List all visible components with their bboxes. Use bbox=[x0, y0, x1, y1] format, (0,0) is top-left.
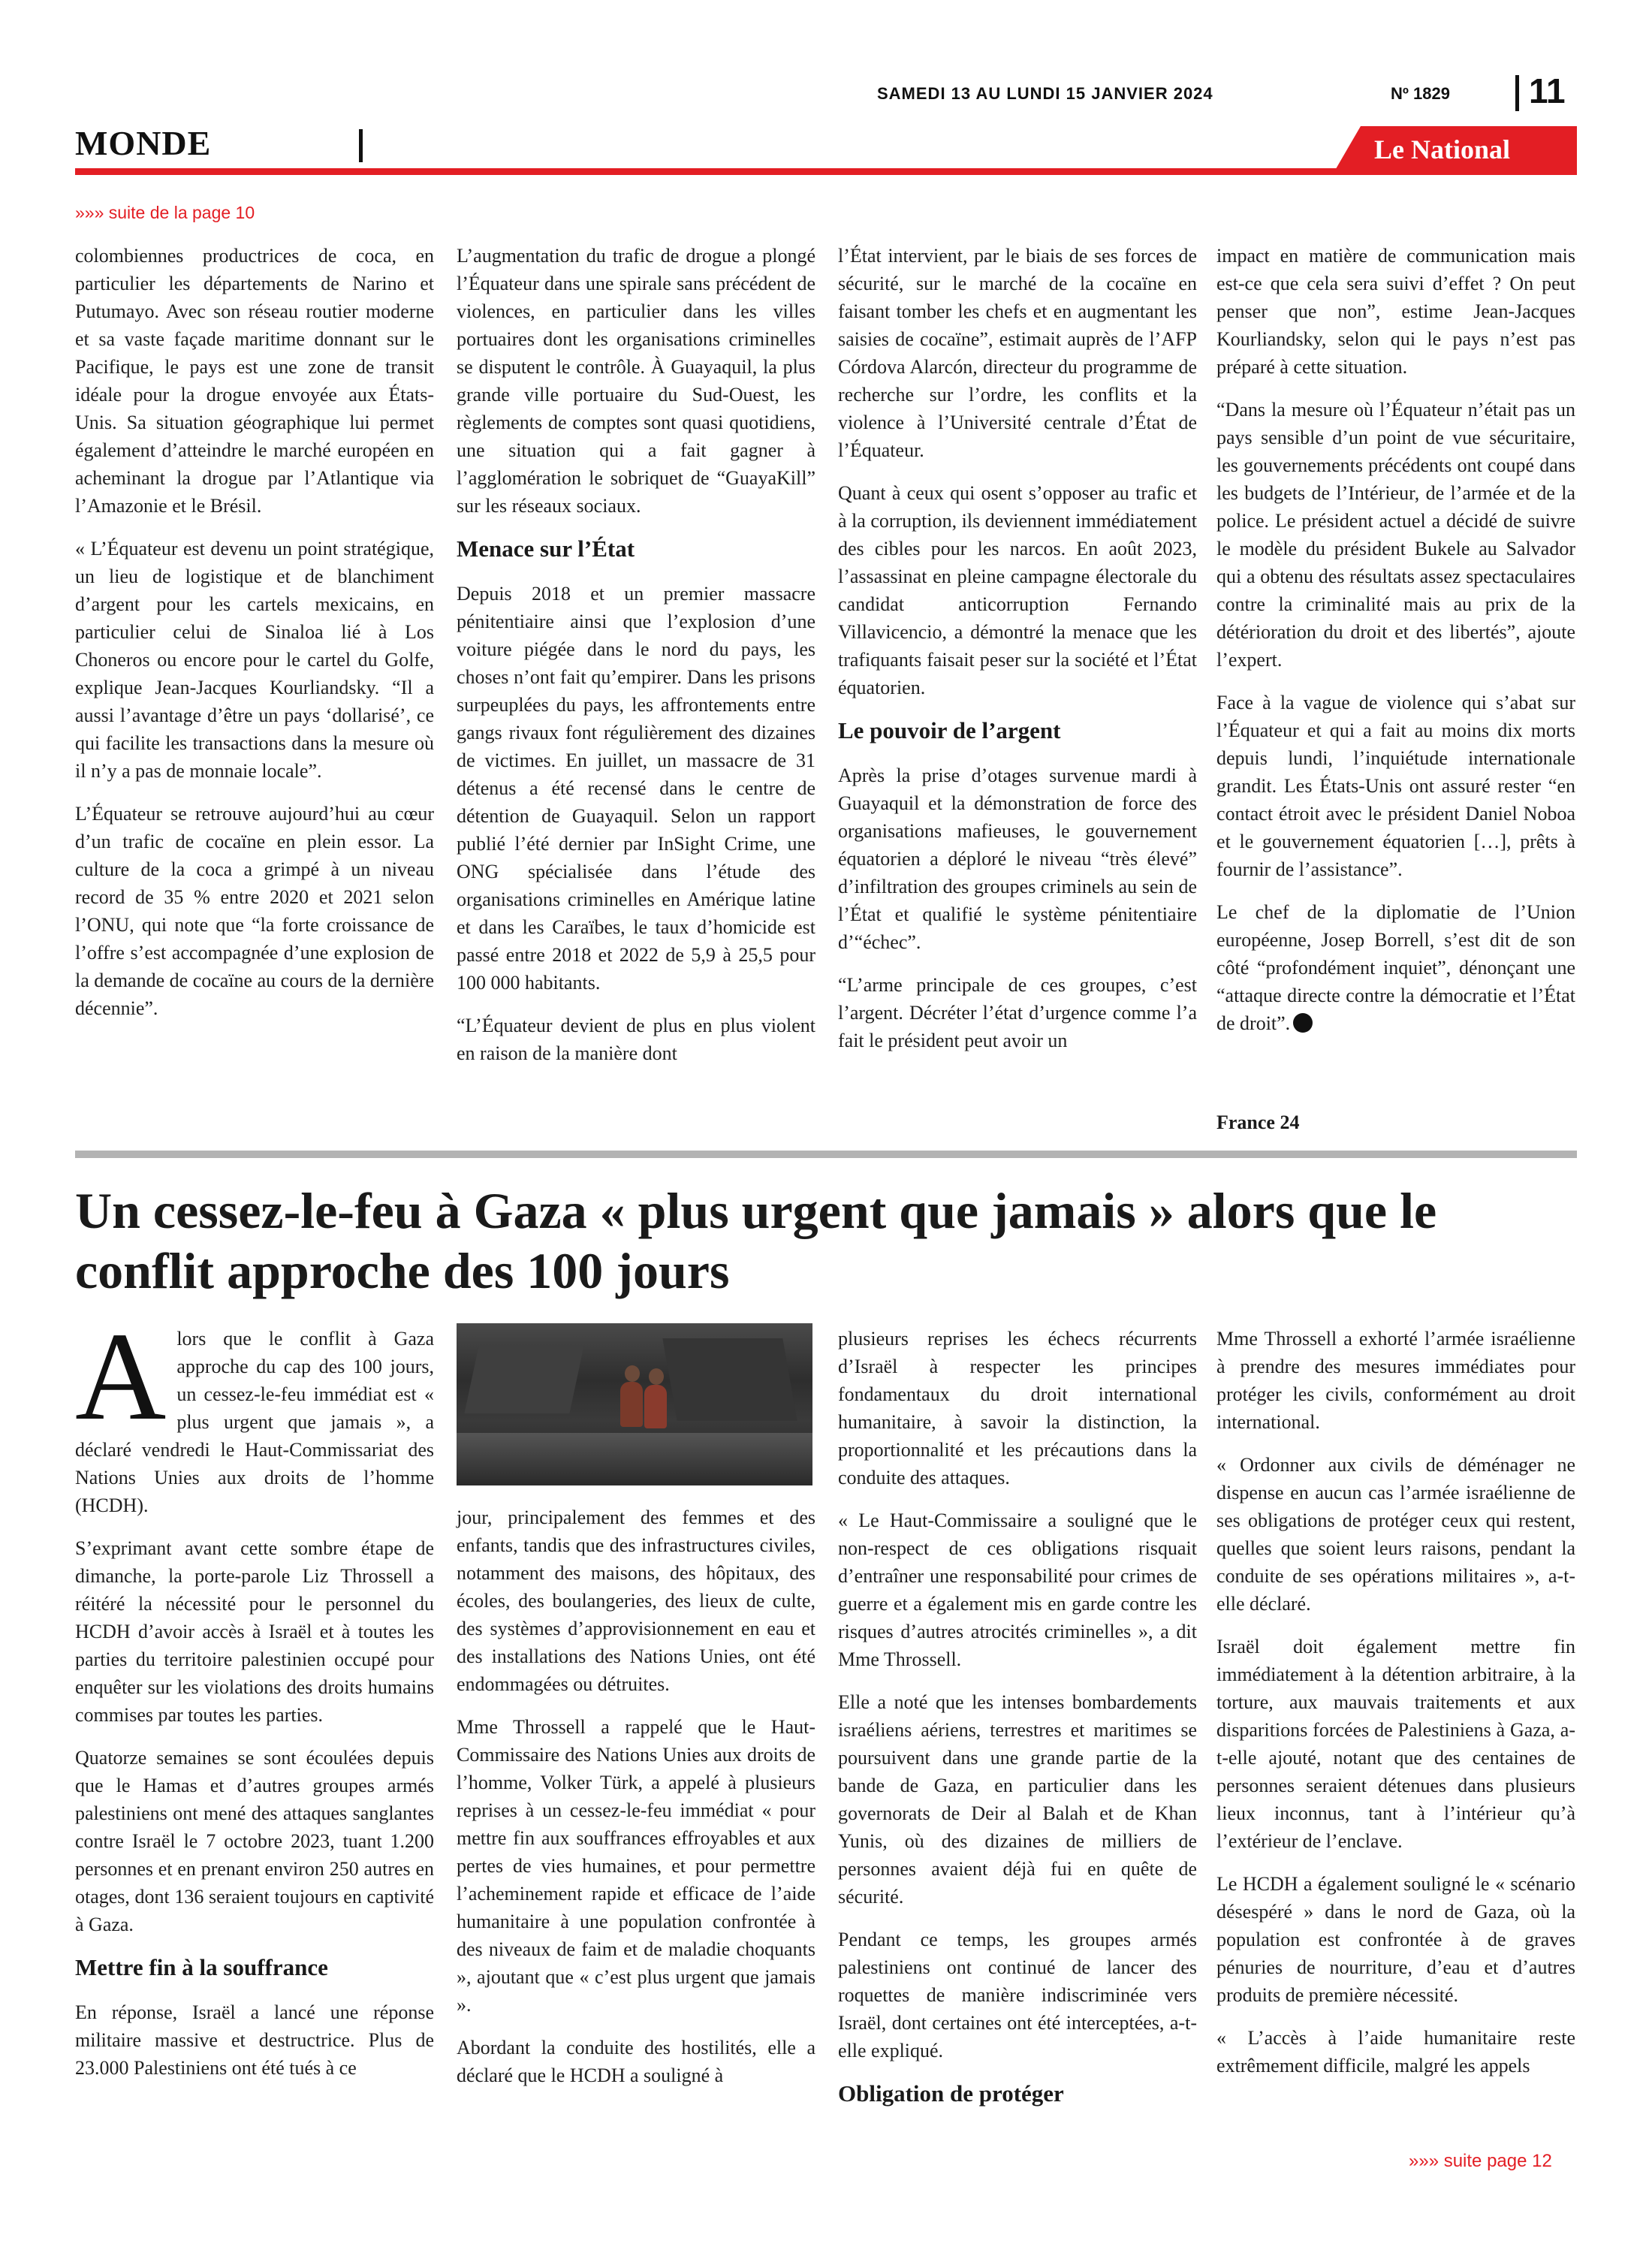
section-title: MONDE bbox=[75, 124, 212, 162]
news-photo bbox=[457, 1323, 812, 1485]
article1-column-2 bbox=[457, 242, 815, 1082]
paragraph: impact en matière de communication mais est-ce que cela sera suivi d’effet ? On peut penser que non”, estime Jean-Jacques Kourliandsky, selon qui le pays n’est pas préparé à cette situation. bbox=[1216, 245, 1575, 378]
paragraph: plusieurs reprises les échecs récurrents d’Israël à respecter les principes fondamentaux du droit international humanitaire, à savoir la distinction, la proportionnalité et les précautions dans la conduite des attaques. bbox=[838, 1328, 1197, 1488]
header-divider bbox=[1515, 75, 1519, 111]
paragraph: colombiennes productrices de coca, en particulier les départements de Narino et Putumayo. Avec son réseau routier moderne et sa vaste façade maritime donnant sur le Pacifique, le pays est une zone de transit idéale pour la drogue envoyée aux États-Unis. Sa situation géographique lui permet également d’atteindre le marché européen en acheminant la drogue par l’Atlantique via l’Amazonie et le Brésil. bbox=[75, 245, 434, 517]
paragraph: Quatorze semaines se sont écoulées depuis que le Hamas et d’autres groupes armés palestiniens ont mené des attaques sanglantes contre Israël le 7 octobre 2023, tuant 1.200 personnes et en prenant environ 250 autres en otages, dont 136 seraient toujours en captivité à Gaza. bbox=[75, 1747, 434, 1935]
article-headline: Un cessez-le-feu à Gaza « plus urgent que jamais » alors que le conflit approche des 100 jours bbox=[75, 1182, 1437, 1299]
paragraph: Le HCDH a également souligné le « scénario désespéré » dans le nord de Gaza, où la population est confrontée à de graves pénuries de nourriture, d’eau et d’autres produits de première nécessité. bbox=[1216, 1873, 1575, 2006]
paragraph: Pendant ce temps, les groupes armés palestiniens ont continué de lancer des roquettes de manière indiscriminée vers Israël, dont certaines ont été interceptées, a-t-elle expliqué. bbox=[838, 1929, 1197, 2061]
rubble-shape bbox=[662, 1338, 797, 1421]
subheading: Le pouvoir de l’argent bbox=[838, 717, 1061, 743]
article2-column-2 bbox=[457, 1504, 815, 2104]
continued-from-link[interactable]: »»» suite de la page 10 bbox=[75, 203, 255, 222]
paragraph: Depuis 2018 et un premier massacre pénitentiaire ainsi que l’explosion d’une voiture piégée dans le nord du pays, les choses n’ont fait qu’empirer. Dans les prisons surpeuplées du pays, les affrontements entre gangs rivaux font régulièrement des dizaines de victimes. En juillet, un massacre de 31 détenus a été recensé dans le centre de détention de Guayaquil. Selon un rapport publié l’été dernier par InSight Crime, une ONG spécialisée dans l’étude des organisations criminelles en Amérique latine et dans les Caraïbes, le taux d’homicide est passé entre 2018 et 2022 de 5,9 à 25,5 pour 100 000 habitants. bbox=[457, 583, 815, 994]
paragraph: l’État intervient, par le biais de ses forces de sécurité, sur le marché de la cocaïne en faisant tomber les chefs et en augmentant les saisies de cocaïne”, estimait auprès de l’AFP Córdova Alarcón, directeur du programme de recherche sur l’ordre, les conflits et la violence à l’Université centrale d’État de l’Équateur. bbox=[838, 245, 1197, 461]
subheading: Obligation de protéger bbox=[838, 2080, 1064, 2107]
paragraph: Abordant la conduite des hostilités, elle a déclaré que le HCDH a souligné à bbox=[457, 2037, 815, 2086]
brand-name: Le National bbox=[1374, 134, 1511, 164]
paragraph: En réponse, Israël a lancé une réponse militaire massive et destructrice. Plus de 23.000 Palestiniens ont été tués à ce bbox=[75, 2001, 434, 2079]
paragraph: “L’Équateur devient de plus en plus violent en raison de la manière dont bbox=[457, 1015, 815, 1064]
continued-to-link[interactable]: »»» suite page 12 bbox=[1409, 2151, 1552, 2171]
paragraph: “L’arme principale de ces groupes, c’est l’argent. Décréter l’état d’urgence comme l’a fait le président peut avoir un bbox=[838, 974, 1197, 1051]
article-source: France 24 bbox=[1216, 1111, 1300, 1133]
lead-paragraph bbox=[75, 1307, 434, 1519]
child-figure bbox=[644, 1385, 667, 1428]
section-divider bbox=[359, 129, 363, 162]
paragraph-text: Le chef de la diplomatie de l’Union européenne, Josep Borrell, s’est dit de son côté “profondément inquiet”, dénonçant une “attaque directe contre la démocratie et l’État de droit”. bbox=[1216, 901, 1575, 1034]
paragraph: « L’Équateur est devenu un point stratégique, un lieu de logistique et de blanchiment d’argent pour les cartels mexicains, en particulier celui de Sinaloa lié à Los Choneros ou encore pour le cartel du Golfe, explique Jean-Jacques Kourliandsky. “Il a aussi l’avantage d’être un pays ‘dollarisé’, ce qui facilite les transactions dans la mesure où il n’y a pas de monnaie locale”. bbox=[75, 538, 434, 782]
article1-column-1 bbox=[75, 242, 434, 1037]
child-figure bbox=[625, 1365, 640, 1382]
rubble-shape bbox=[464, 1346, 583, 1413]
paragraph: L’Équateur se retrouve aujourd’hui au cœur d’un trafic de cocaïne en plein essor. La culture de la coca a grimpé à un niveau record de 35 % entre 2020 et 2021 selon l’ONU, qui note que “la forte croissance de l’offre s’est accompagnée d’une explosion de la demande de cocaïne au cours de la dernière décennie”. bbox=[75, 803, 434, 1019]
paragraph: Mme Throssell a exhorté l’armée israélienne à prendre des mesures immédiates pour protéger les civils, conformément au droit international. bbox=[1216, 1328, 1575, 1433]
rubble-ground bbox=[457, 1433, 812, 1485]
subheading: Menace sur l’État bbox=[457, 535, 635, 562]
subheading: Mettre fin à la souffrance bbox=[75, 1954, 328, 1980]
paragraph: Mme Throssell a rappelé que le Haut-Commissaire des Nations Unies aux droits de l’homme, Volker Türk, a appelé à plusieurs reprises à un cessez-le-feu immédiat « pour mettre fin aux souffrances effroyables et aux pertes de vies humaines, et pour permettre l’acheminement rapide et efficace de l’aide humanitaire à une population confrontée à des niveaux de faim et de maladie choquants », ajoutant que « c’est plus urgent que jamais ». bbox=[457, 1716, 815, 2016]
paragraph-text: lors que le conflit à Gaza approche du cap des 100 jours, un cessez-le-feu immédiat est « plus urgent que jamais », a déclaré vendredi le Haut-Commissariat des Nations Unies aux droits de l’homme (HCDH). bbox=[75, 1328, 434, 1516]
paragraph-last bbox=[1216, 898, 1575, 1037]
article2-column-1 bbox=[75, 1307, 434, 2097]
article1-column-4 bbox=[1216, 242, 1575, 1052]
paragraph: Israël doit également mettre fin immédiatement à la détention arbitraire, à la torture, aux mauvais traitements et aux disparitions forcées de Palestiniens à Gaza, a-t-elle ajouté, notant que des centaines de personnes seraient détenues dans plusieurs lieux inconnus, tant à l’intérieur qu’à l’extérieur de l’enclave. bbox=[1216, 1636, 1575, 1852]
drop-cap: A bbox=[75, 1307, 167, 1446]
paragraph: L’augmentation du trafic de drogue a plongé l’Équateur dans une spirale sans précédent de violences, en particulier dans les villes portuaires dont les organisations criminelles se disputent le contrôle. À Guayaquil, la plus grande ville portuaire du Sud-Ouest, les règlements de comptes sont quasi quotidiens, une situation qui a fait gagner à l’agglomération le sobriquet de “GuayaKill” sur les réseaux sociaux. bbox=[457, 245, 815, 517]
paragraph: Elle a noté que les intenses bombardements israéliens aériens, terrestres et maritimes se poursuivent dans une grande partie de la bande de Gaza, en particulier dans les governorats de Deir al Balah et de Khan Yunis, où des dizaines de milliers de personnes avaient déjà fui en quête de sécurité. bbox=[838, 1691, 1197, 1908]
end-of-article-icon bbox=[1293, 1013, 1313, 1033]
child-figure bbox=[649, 1368, 664, 1385]
paragraph: « L’accès à l’aide humanitaire reste extrêmement difficile, malgré les appels bbox=[1216, 2027, 1575, 2077]
page-number: 11 bbox=[1529, 71, 1566, 110]
paragraph: S’exprimant avant cette sombre étape de dimanche, la porte-parole Liz Throssell a réitéré la nécessité pour le personnel du HCDH d’avoir accès à Israël et à toutes les parties du territoire palestinien occupé pour enquêter sur les violations des droits humains commises par toutes les parties. bbox=[75, 1537, 434, 1726]
issue-number: Nº 1829 bbox=[1391, 84, 1450, 103]
article-separator bbox=[75, 1151, 1577, 1158]
paragraph: « Ordonner aux civils de déménager ne dispense en aucun cas l’armée israélienne de ses obligations de protéger ceux qui restent, quelles que soient leurs raisons, pendant la conduite de ses opérations militaires », a-t-elle déclaré. bbox=[1216, 1454, 1575, 1615]
issue-date: SAMEDI 13 AU LUNDI 15 JANVIER 2024 bbox=[877, 84, 1213, 103]
paragraph: Face à la vague de violence qui s’abat sur l’Équateur et qui a fait au moins dix morts depuis lundi, l’inquiétude internationale grandit. Les États-Unis ont assuré rester “en contact étroit avec le président Daniel Noboa et le gouvernement équatorien […], prêts à fournir de l’assistance”. bbox=[1216, 692, 1575, 880]
paragraph: jour, principalement des femmes et des enfants, tandis que des infrastructures civiles, notamment des maisons, des hôpitaux, des écoles, des boulangeries, des lieux de culte, des systèmes d’approvisionnement en eau et des installations des Nations Unies, ont été endommagées ou détruites. bbox=[457, 1507, 815, 1695]
paragraph: “Dans la mesure où l’Équateur n’était pas un pays sensible d’un point de vue sécuritaire, les gouvernements précédents ont coupé dans les budgets de l’Intérieur, de l’armée et de la police. Le président actuel a décidé de suivre le modèle du président Bukele au Salvador qui a obtenu des résultats assez spectaculaires contre la criminalité mais au prix de la détérioration du droit et des libertés”, ajoute l’expert. bbox=[1216, 399, 1575, 671]
article2-column-4 bbox=[1216, 1325, 1575, 2095]
paragraph: Après la prise d’otages survenue mardi à Guayaquil et la démonstration de force des organisations mafieuses, le gouvernement équatorien a déploré le niveau “très élevé” d’infiltration des groupes criminels au sein de l’État et qualifié le système pénitentiaire d’“échec”. bbox=[838, 765, 1197, 953]
child-figure bbox=[620, 1382, 643, 1427]
paragraph: « Le Haut-Commissaire a souligné que le non-respect de ces obligations risquait d’entraîner une responsabilité pour crimes de guerre et a également mis en garde contre les risques d’autres atrocités criminelles », a dit Mme Throssell. bbox=[838, 1510, 1197, 1670]
article1-column-3 bbox=[838, 242, 1197, 1069]
paragraph: Quant à ceux qui osent s’opposer au trafic et à la corruption, ils deviennent immédiatement des cibles pour les narcos. En août 2023, l’assassinat en pleine campagne électorale du candidat anticorruption Fernando Villavicencio, a démontré la menace que les trafiquants faisait peser sur la société et l’État équatorien. bbox=[838, 482, 1197, 698]
article2-column-3 bbox=[838, 1325, 1197, 2125]
